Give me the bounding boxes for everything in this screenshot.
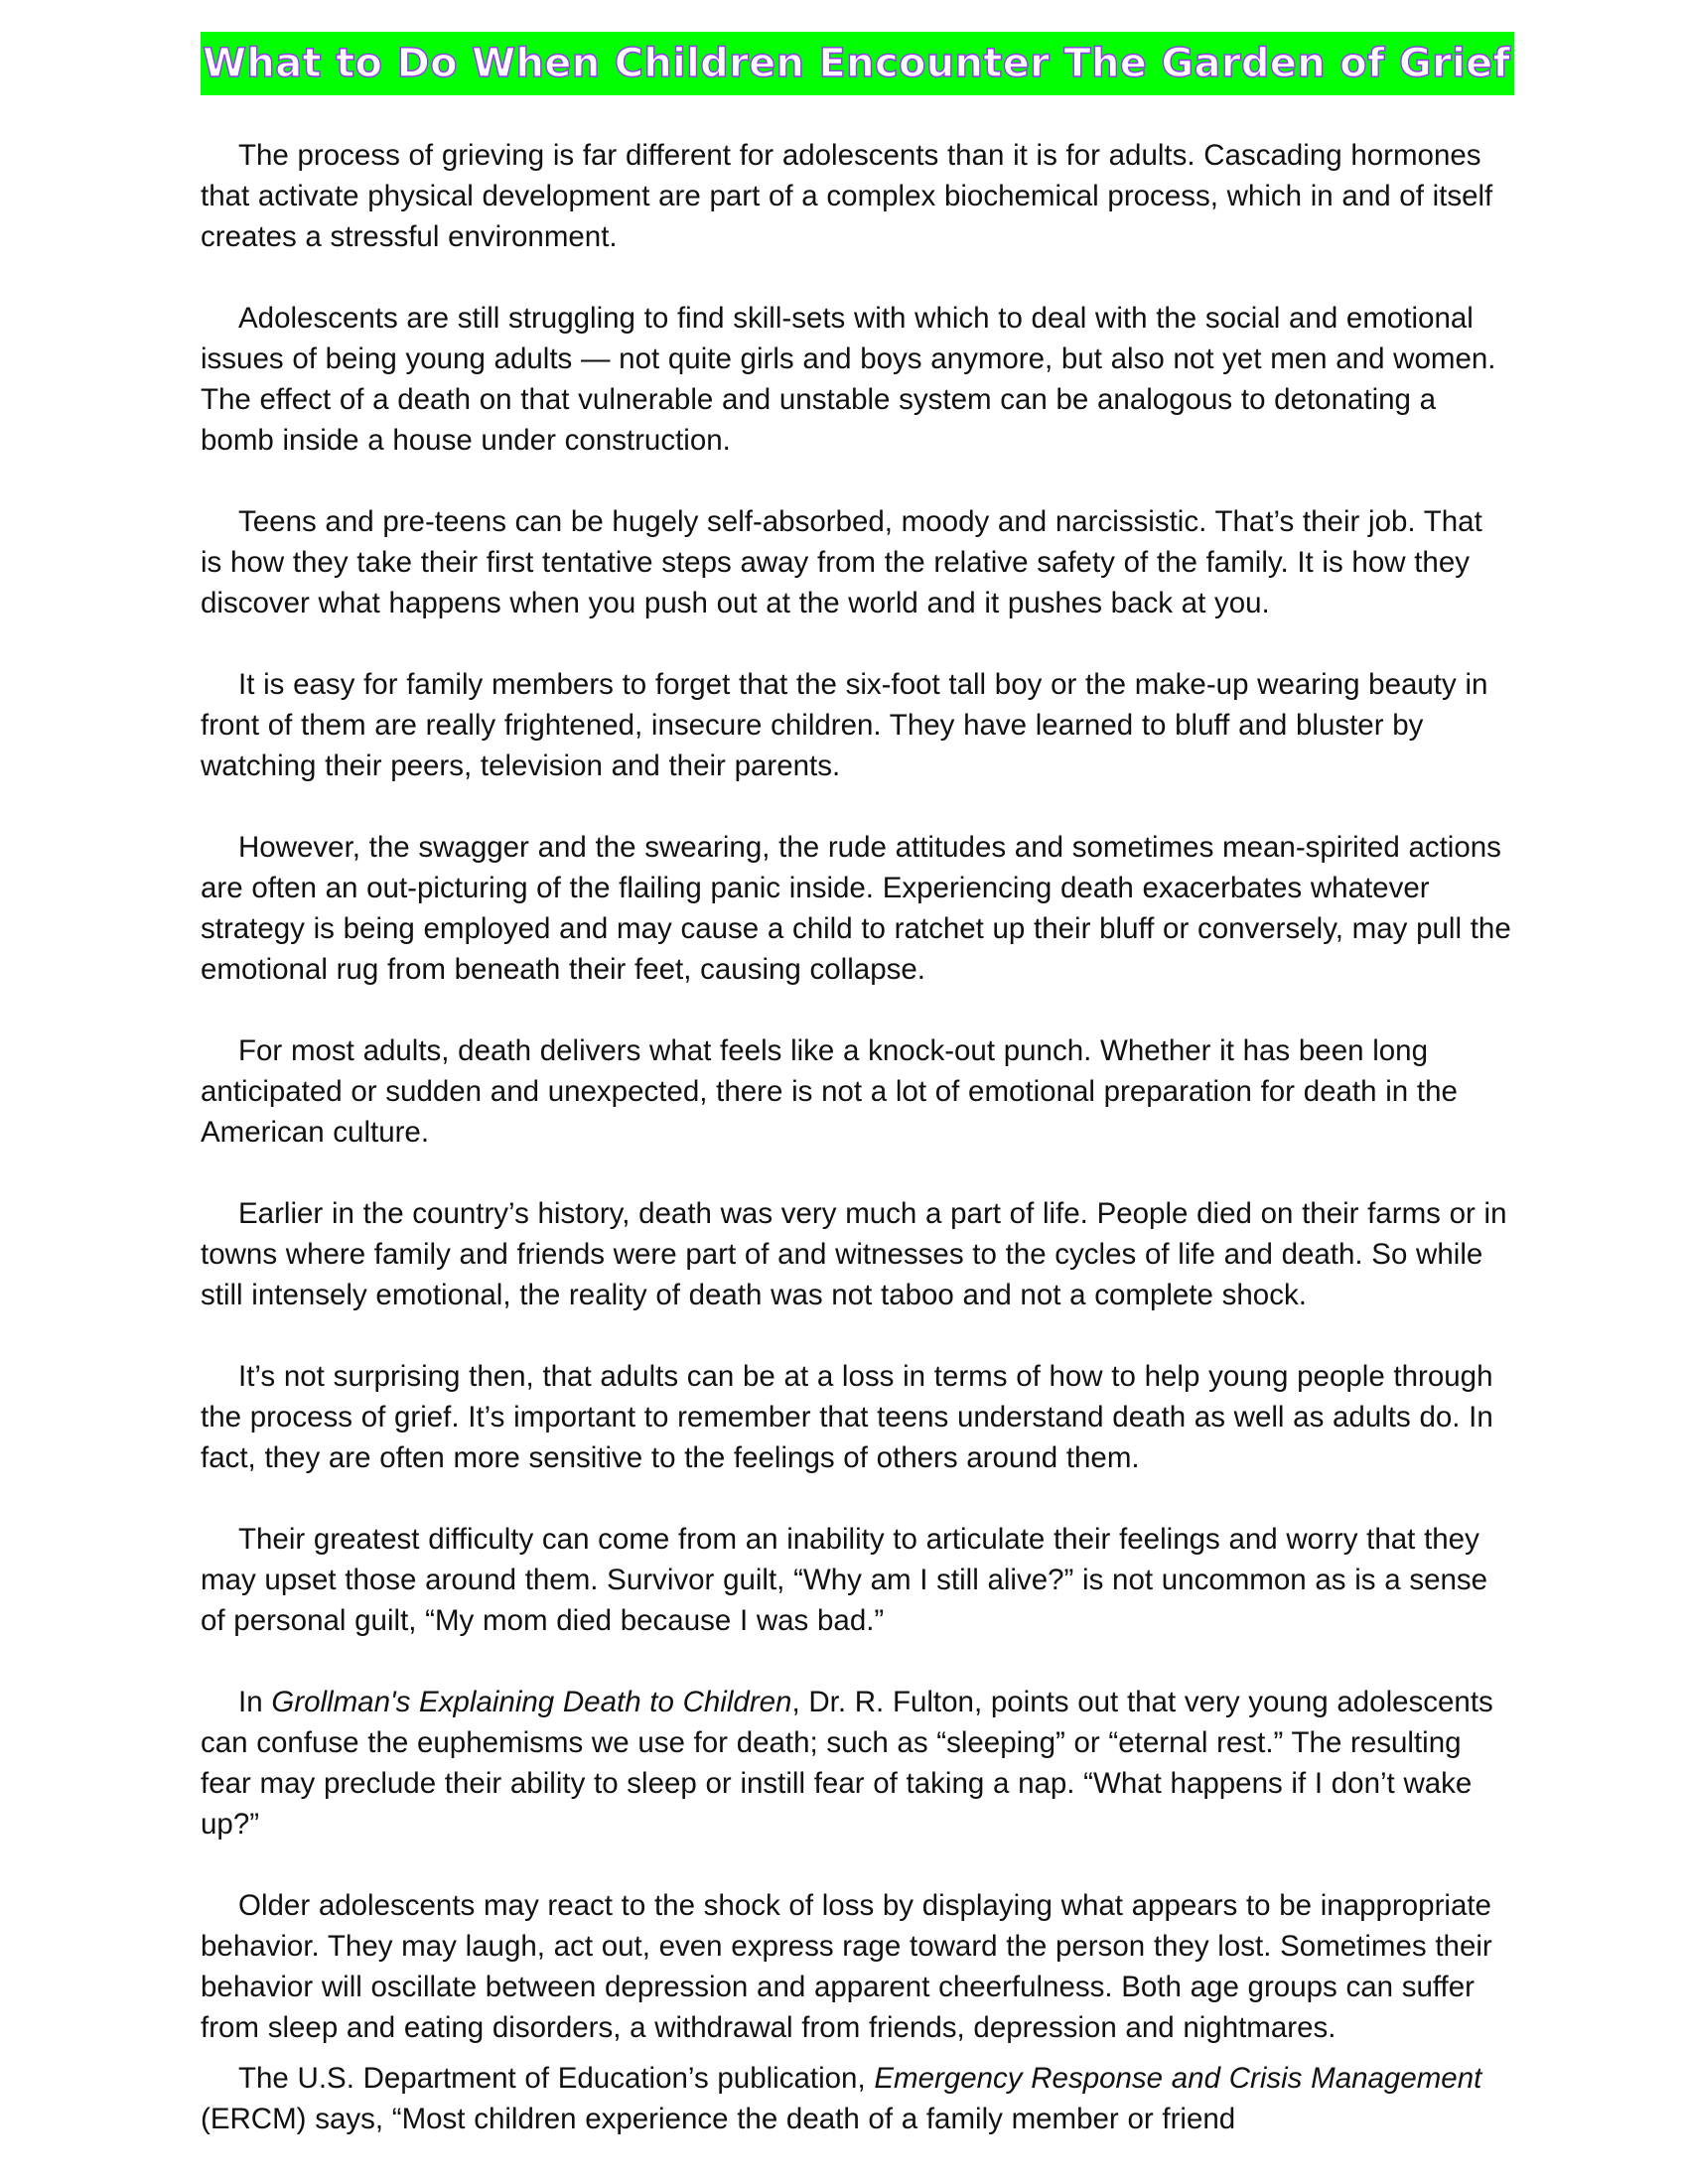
paragraph-adults-at-loss: It’s not surprising then, that adults can be at a loss in terms of how to help young people through the process of grief. It’s important to remember that teens understand death as well as adults do. In fact, they are often more sensitive to the feelings of others around them. bbox=[201, 1360, 1493, 1474]
title-highlight bbox=[201, 32, 1514, 95]
document-title: What to Do When Children Encounter The Garden of Grief bbox=[203, 41, 1511, 86]
paragraph-knock-out-punch: For most adults, death delivers what feels like a knock-out punch. Whether it has been long anticipated or sudden and unexpected, there is not a lot of emotional preparation for death in the American culture. bbox=[201, 1034, 1458, 1149]
paragraph-teens-self-absorbed: Teens and pre-teens can be hugely self-absorbed, moody and narcissistic. That’s their job. That is how they take their first tentative steps away from the relative safety of the family. It is how they discover what happens when you push out at the world and it pushes back at you. bbox=[201, 505, 1482, 619]
paragraph-country-history: Earlier in the country’s history, death was very much a part of life. People died on their farms or in towns where family and friends were part of and witnesses to the cycles of life and death. So while still intensely emotional, the reality of death was not taboo and not a complete shock. bbox=[201, 1197, 1507, 1311]
ercm-body: (ERCM) says, “Most children experience the death of a family member or friend bbox=[201, 2103, 1236, 2135]
paragraph-fulton bbox=[201, 1682, 1511, 1844]
paragraph-swagger-swearing: However, the swagger and the swearing, the rude attitudes and sometimes mean-spirited actions are often an out-picturing of the flailing panic inside. Experiencing death exacerbates whatever strategy is being employed and may cause a child to ratchet up their bluff or conversely, may pull the emotional rug from beneath their feet, causing collapse. bbox=[201, 831, 1511, 986]
paragraph-older-adolescents: Older adolescents may react to the shock of loss by displaying what appears to be inappropriate behavior. They may laugh, act out, even express rage toward the person they lost. Sometimes their behavior will oscillate between depression and apparent cheerfulness. Both age groups can suffer from sleep and eating disorders, a withdrawal from friends, depression and nightmares. bbox=[201, 1889, 1492, 2044]
document-page bbox=[201, 32, 1511, 2180]
ercm-intro: The U.S. Department of Education’s publication, bbox=[238, 2062, 875, 2095]
paragraph-frightened-children: It is easy for family members to forget that the six-foot tall boy or the make-up wearing beauty in front of them are really frightened, insecure children. They have learned to bluff and bluster by watching their peers, television and their parents. bbox=[201, 668, 1488, 782]
paragraph-greatest-difficulty: Their greatest difficulty can come from an inability to articulate their feelings and worry that they may upset those around them. Survivor guilt, “Why am I still alive?” is not uncommon as is a sense of personal guilt, “My mom died because I was bad.” bbox=[201, 1523, 1488, 1637]
book-title: Grollman's Explaining Death to Children bbox=[271, 1686, 792, 1718]
paragraph-ercm bbox=[201, 2058, 1511, 2139]
fulton-body: , Dr. R. Fulton, points out that very young adolescents can confuse the euphemisms we use for death; such as “sleeping” or “eternal rest.” The resulting fear may preclude their ability to sleep or instill fear of taking a nap. “What happens if I don’t wake up?” bbox=[201, 1686, 1493, 1841]
fulton-intro: In bbox=[238, 1686, 272, 1718]
paragraph-grieving-process: The process of grieving is far different for adolescents than it is for adults. Cascading hormones that activate physical development are part of a complex biochemical process, which in and of itself creates a stressful environment. bbox=[201, 139, 1493, 253]
publication-title: Emergency Response and Crisis Management bbox=[874, 2062, 1482, 2095]
paragraph-adolescents-struggling: Adolescents are still struggling to find skill-sets with which to deal with the social and emotional issues of being young adults — not quite girls and boys anymore, but also not yet men and women. The effect of a death on that vulnerable and unstable system can be analogous to detonating a bomb inside a house under construction. bbox=[201, 302, 1496, 457]
